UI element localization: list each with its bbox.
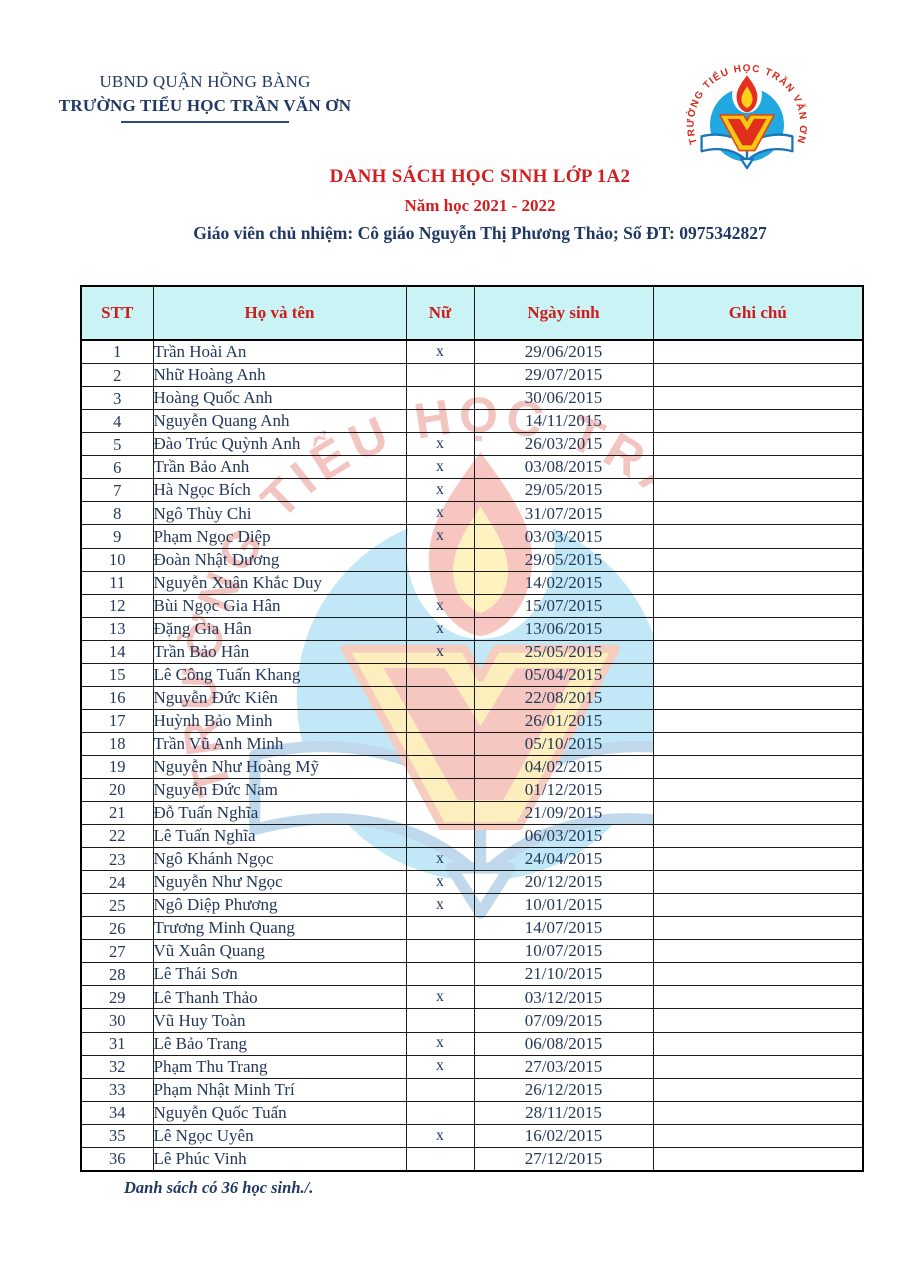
teacher-line: Giáo viên chủ nhiệm: Cô giáo Nguyễn Thị Phương Thảo; Số ĐT: 0975342827 [193,223,767,243]
note-cell [653,686,863,709]
student-row [81,848,863,871]
name-cell: Trần Vũ Anh Minh [153,732,406,755]
female-mark-cell [406,802,474,825]
female-mark-cell: x [406,894,474,917]
name-cell: Đỗ Tuấn Nghĩa [153,802,406,825]
dob-cell: 13/06/2015 [474,617,653,640]
female-mark-cell [406,732,474,755]
note-cell [653,340,863,364]
student-row [81,640,863,663]
student-row [81,963,863,986]
stt-cell: 28 [81,963,153,986]
dob-cell: 22/08/2015 [474,686,653,709]
note-cell [653,1078,863,1101]
note-cell [653,433,863,456]
note-cell [653,917,863,940]
note-cell [653,1055,863,1078]
female-mark-cell [406,1009,474,1032]
dob-cell: 03/03/2015 [474,525,653,548]
female-mark-cell [406,410,474,433]
name-cell: Nhữ Hoàng Anh [153,364,406,387]
note-cell [653,963,863,986]
female-mark-cell: x [406,1055,474,1078]
note-cell [653,1124,863,1147]
name-cell: Đoàn Nhật Dương [153,548,406,571]
female-mark-cell: x [406,594,474,617]
stt-cell: 33 [81,1078,153,1101]
stt-cell: 24 [81,871,153,894]
dob-cell: 21/10/2015 [474,963,653,986]
title-block [60,166,900,244]
name-cell: Bùi Ngọc Gia Hân [153,594,406,617]
name-cell: Lê Thái Sơn [153,963,406,986]
stt-cell: 9 [81,525,153,548]
name-cell: Lê Ngọc Uyên [153,1124,406,1147]
female-mark-cell [406,917,474,940]
student-row [81,410,863,433]
note-cell [653,456,863,479]
dob-cell: 24/04/2015 [474,848,653,871]
stt-cell: 26 [81,917,153,940]
student-row [81,387,863,410]
roster-table [80,285,864,1172]
document-title: DANH SÁCH HỌC SINH LỚP 1A2 [329,166,631,187]
female-mark-cell [406,963,474,986]
note-cell [653,825,863,848]
stt-cell: 23 [81,848,153,871]
female-mark-cell [406,663,474,686]
student-row [81,571,863,594]
dob-cell: 06/08/2015 [474,1032,653,1055]
col-header-dob: Ngày sinh [474,286,653,340]
student-row [81,871,863,894]
dob-cell: 14/02/2015 [474,571,653,594]
dob-cell: 05/04/2015 [474,663,653,686]
dob-cell: 14/11/2015 [474,410,653,433]
name-cell: Ngô Khánh Ngọc [153,848,406,871]
stt-cell: 21 [81,802,153,825]
name-cell: Nguyễn Đức Kiên [153,686,406,709]
stt-cell: 10 [81,548,153,571]
name-cell: Phạm Ngọc Diệp [153,525,406,548]
col-header-note: Ghi chú [653,286,863,340]
dob-cell: 30/06/2015 [474,387,653,410]
name-cell: Phạm Nhật Minh Trí [153,1078,406,1101]
header-underline [121,121,289,123]
stt-cell: 1 [81,340,153,364]
name-cell: Nguyễn Như Hoàng Mỹ [153,755,406,778]
dob-cell: 20/12/2015 [474,871,653,894]
name-cell: Lê Thanh Thảo [153,986,406,1009]
dob-cell: 29/05/2015 [474,548,653,571]
female-mark-cell: x [406,848,474,871]
stt-cell: 3 [81,387,153,410]
dob-cell: 25/05/2015 [474,640,653,663]
student-row [81,894,863,917]
dob-cell: 29/07/2015 [474,364,653,387]
stt-cell: 5 [81,433,153,456]
note-cell [653,1032,863,1055]
female-mark-cell: x [406,479,474,502]
female-mark-cell: x [406,456,474,479]
student-row [81,779,863,802]
col-header-female: Nữ [406,286,474,340]
student-row [81,802,863,825]
stt-cell: 15 [81,663,153,686]
col-header-name: Họ và tên [153,286,406,340]
student-row [81,663,863,686]
dob-cell: 10/07/2015 [474,940,653,963]
name-cell: Lê Bảo Trang [153,1032,406,1055]
dob-cell: 29/06/2015 [474,340,653,364]
stt-cell: 13 [81,617,153,640]
student-row [81,364,863,387]
stt-cell: 17 [81,709,153,732]
note-cell [653,663,863,686]
dob-cell: 01/12/2015 [474,779,653,802]
stt-cell: 14 [81,640,153,663]
dob-cell: 10/01/2015 [474,894,653,917]
student-row [81,1055,863,1078]
female-mark-cell [406,1078,474,1101]
female-mark-cell [406,686,474,709]
student-row [81,1009,863,1032]
name-cell: Ngô Diệp Phương [153,894,406,917]
dob-cell: 05/10/2015 [474,732,653,755]
note-cell [653,732,863,755]
summary-note: Danh sách có 36 học sinh./. [124,1178,314,1197]
note-cell [653,848,863,871]
female-mark-cell [406,364,474,387]
stt-cell: 11 [81,571,153,594]
name-cell: Lê Phúc Vinh [153,1147,406,1171]
stt-cell: 31 [81,1032,153,1055]
dob-cell: 15/07/2015 [474,594,653,617]
stt-cell: 12 [81,594,153,617]
stt-cell: 25 [81,894,153,917]
student-row [81,825,863,848]
student-row [81,709,863,732]
student-row [81,617,863,640]
student-row [81,525,863,548]
note-cell [653,640,863,663]
stt-cell: 16 [81,686,153,709]
female-mark-cell: x [406,871,474,894]
female-mark-cell [406,940,474,963]
stt-cell: 35 [81,1124,153,1147]
student-row [81,548,863,571]
name-cell: Trương Minh Quang [153,917,406,940]
stt-cell: 34 [81,1101,153,1124]
dob-cell: 26/01/2015 [474,709,653,732]
roster-body [81,340,863,1171]
name-cell: Vũ Huy Toàn [153,1009,406,1032]
stt-cell: 19 [81,755,153,778]
name-cell: Nguyễn Quốc Tuấn [153,1101,406,1124]
female-mark-cell: x [406,525,474,548]
female-mark-cell [406,709,474,732]
name-cell: Hoàng Quốc Anh [153,387,406,410]
dob-cell: 28/11/2015 [474,1101,653,1124]
roster-header [81,286,863,340]
school-year: Năm học 2021 - 2022 [404,196,556,215]
female-mark-cell: x [406,1032,474,1055]
stt-cell: 29 [81,986,153,1009]
name-cell: Lê Công Tuấn Khang [153,663,406,686]
note-cell [653,525,863,548]
female-mark-cell [406,779,474,802]
student-row [81,732,863,755]
student-row [81,986,863,1009]
stt-cell: 36 [81,1147,153,1171]
student-row [81,456,863,479]
school-name: TRƯỜNG TIỂU HỌC TRẦN VĂN ƠN [58,96,352,115]
female-mark-cell: x [406,617,474,640]
student-row [81,433,863,456]
name-cell: Nguyễn Như Ngọc [153,871,406,894]
stt-cell: 6 [81,456,153,479]
note-cell [653,802,863,825]
name-cell: Trần Bảo Hân [153,640,406,663]
female-mark-cell [406,548,474,571]
org-name: UBND QUẬN HỒNG BÀNG [99,72,311,91]
name-cell: Đào Trúc Quỳnh Anh [153,433,406,456]
female-mark-cell [406,387,474,410]
stt-cell: 27 [81,940,153,963]
dob-cell: 26/12/2015 [474,1078,653,1101]
student-row [81,1124,863,1147]
student-row [81,1101,863,1124]
col-header-stt: STT [81,286,153,340]
stt-cell: 4 [81,410,153,433]
female-mark-cell: x [406,1124,474,1147]
note-cell [653,479,863,502]
note-cell [653,1147,863,1171]
female-mark-cell: x [406,340,474,364]
stt-cell: 8 [81,502,153,525]
name-cell: Nguyễn Xuân Khắc Duy [153,571,406,594]
note-cell [653,709,863,732]
student-row [81,940,863,963]
name-cell: Đặng Gia Hân [153,617,406,640]
note-cell [653,387,863,410]
female-mark-cell: x [406,502,474,525]
dob-cell: 29/05/2015 [474,479,653,502]
stt-cell: 30 [81,1009,153,1032]
dob-cell: 16/02/2015 [474,1124,653,1147]
name-cell: Huỳnh Bảo Minh [153,709,406,732]
student-row [81,1032,863,1055]
name-cell: Lê Tuấn Nghĩa [153,825,406,848]
student-row [81,686,863,709]
student-row [81,502,863,525]
dob-cell: 03/08/2015 [474,456,653,479]
note-cell [653,548,863,571]
note-cell [653,617,863,640]
note-cell [653,1101,863,1124]
student-row [81,340,863,364]
note-cell [653,779,863,802]
note-cell [653,502,863,525]
stt-cell: 20 [81,779,153,802]
student-row [81,755,863,778]
stt-cell: 2 [81,364,153,387]
stt-cell: 18 [81,732,153,755]
student-row [81,1078,863,1101]
dob-cell: 03/12/2015 [474,986,653,1009]
note-cell [653,571,863,594]
note-cell [653,410,863,433]
note-cell [653,940,863,963]
female-mark-cell [406,755,474,778]
stt-cell: 32 [81,1055,153,1078]
name-cell: Trần Bảo Anh [153,456,406,479]
dob-cell: 31/07/2015 [474,502,653,525]
org-header [55,72,355,123]
note-cell [653,986,863,1009]
dob-cell: 27/12/2015 [474,1147,653,1171]
name-cell: Trần Hoài An [153,340,406,364]
name-cell: Ngô Thùy Chi [153,502,406,525]
dob-cell: 04/02/2015 [474,755,653,778]
student-row [81,594,863,617]
student-row [81,917,863,940]
female-mark-cell: x [406,433,474,456]
female-mark-cell [406,1101,474,1124]
note-cell [653,594,863,617]
dob-cell: 21/09/2015 [474,802,653,825]
dob-cell: 14/07/2015 [474,917,653,940]
stt-cell: 7 [81,479,153,502]
name-cell: Phạm Thu Trang [153,1055,406,1078]
female-mark-cell: x [406,640,474,663]
note-cell [653,364,863,387]
student-row [81,1147,863,1171]
dob-cell: 07/09/2015 [474,1009,653,1032]
name-cell: Vũ Xuân Quang [153,940,406,963]
female-mark-cell: x [406,986,474,1009]
female-mark-cell [406,571,474,594]
note-cell [653,871,863,894]
name-cell: Nguyễn Đức Nam [153,779,406,802]
dob-cell: 06/03/2015 [474,825,653,848]
note-cell [653,1009,863,1032]
name-cell: Nguyễn Quang Anh [153,410,406,433]
note-cell [653,755,863,778]
female-mark-cell [406,825,474,848]
name-cell: Hà Ngọc Bích [153,479,406,502]
stt-cell: 22 [81,825,153,848]
student-row [81,479,863,502]
dob-cell: 26/03/2015 [474,433,653,456]
note-cell [653,894,863,917]
dob-cell: 27/03/2015 [474,1055,653,1078]
female-mark-cell [406,1147,474,1171]
